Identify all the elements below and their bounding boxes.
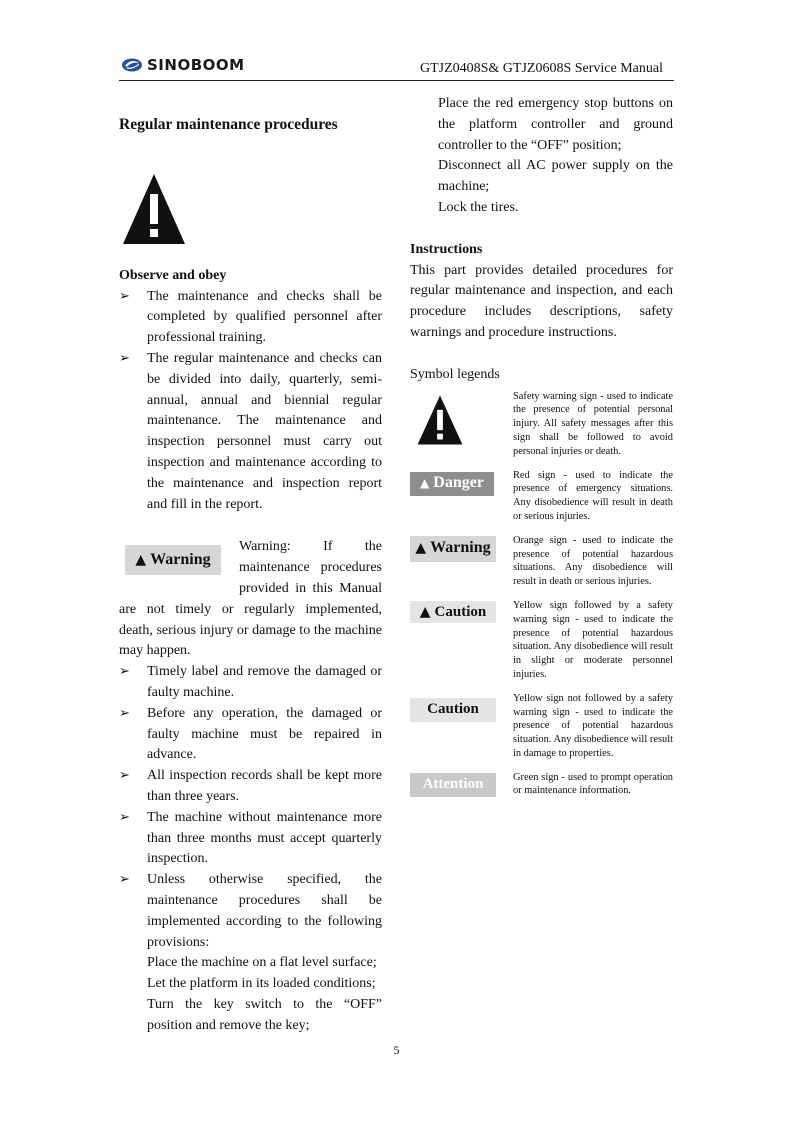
observe-bullet-list: [119, 287, 382, 516]
arrow-bullet-icon: ➢: [119, 809, 130, 825]
instructions-text: This part provides detailed procedures for regular maintenance and inspection, and each procedure includes descriptions, safety warnings and procedure instructions.: [410, 262, 673, 340]
sinoboom-logo-icon: [121, 57, 143, 73]
provision-line: Disconnect all AC power supply on the machine;: [438, 158, 673, 195]
legend-text: Green sign - used to prompt operation or maintenance information.: [513, 771, 673, 797]
safety-warning-triangle-icon: [416, 394, 464, 446]
legend-text: Yellow sign followed by a safety warning sign - used to indicate the presence of potential hazardous situation. Any disobedience will result in slight or moderate personnel injuries.: [513, 599, 673, 680]
legend-safety-warning: [410, 390, 673, 459]
attention-sign: Attention: [410, 773, 496, 797]
arrow-bullet-icon: ➢: [119, 872, 130, 888]
legend-danger: [410, 469, 673, 524]
document-title: GTJZ0408S& GTJZ0608S Service Manual: [419, 61, 663, 76]
warning-sign: ▲ Warning: [125, 545, 221, 575]
list-item: ➢ The machine without maintenance more than three months must accept quarterly inspection.: [119, 809, 382, 867]
caution-sign-plain: Caution: [410, 698, 496, 722]
caution-sign: ▲ Caution: [410, 601, 496, 623]
instructions-heading: Instructions: [410, 241, 483, 257]
arrow-bullet-icon: ➢: [119, 768, 130, 784]
legend-text: Orange sign - used to indicate the presence of potential hazardous situations. Any disobedience will result in death or serious injuries.: [513, 534, 673, 588]
provision-line: Let the platform in its loaded conditions;: [147, 976, 376, 992]
warning-triangle-icon: ▲: [135, 551, 147, 568]
warning-triangle-icon: ▲: [420, 476, 430, 491]
warning-triangle-icon: ▲: [419, 603, 431, 620]
list-item: ➢ Unless otherwise specified, the maintenance procedures shall be implemented according to the following provisions:: [119, 872, 382, 950]
left-column: [119, 94, 382, 1036]
arrow-bullet-icon: ➢: [119, 705, 130, 721]
provision-line: Place the machine on a flat level surface;: [147, 955, 377, 971]
arrow-bullet-icon: ➢: [119, 288, 130, 304]
legend-caution-with-symbol: [410, 599, 673, 682]
page-number: 5: [393, 1043, 400, 1057]
provision-line: Lock the tires.: [438, 199, 519, 215]
brand-logo: [121, 55, 245, 75]
list-item: ➢ The regular maintenance and checks can be divided into daily, quarterly, semi-annual, annual and biennial regular maintenance. The maintenance and inspection personnel must carry out inspection and maintenance according to the maintenance and inspection report and fill in the report.: [119, 350, 382, 512]
right-column: [410, 94, 673, 808]
legend-text: Red sign - used to indicate the presence of emergency situations. Any disobedience will result in death or serious injuries.: [513, 469, 673, 522]
list-item: ➢ Before any operation, the damaged or faulty machine must be repaired in advance.: [119, 705, 382, 763]
provisions-list: [119, 953, 382, 1036]
warning-sign: ▲ Warning: [410, 536, 496, 562]
legend-attention: [410, 771, 673, 799]
safety-warning-triangle-icon: [121, 172, 187, 246]
list-item: ➢ Timely label and remove the damaged or faulty machine.: [119, 664, 382, 700]
header-divider: [119, 80, 674, 81]
observe-heading: Observe and obey: [119, 267, 227, 283]
legend-text: Yellow sign not followed by a safety warning sign - used to indicate the presence of potential hazardous situation. Any disobedience will result in damage to properties.: [513, 692, 673, 759]
list-item: ➢ All inspection records shall be kept more than three years.: [119, 768, 382, 804]
provisions-continued: [410, 94, 673, 219]
provision-line: Place the red emergency stop buttons on the platform controller and ground controller to the “OFF” position;: [438, 96, 673, 153]
arrow-bullet-icon: ➢: [119, 664, 130, 680]
warning-triangle-icon: ▲: [415, 540, 427, 557]
list-item: ➢ The maintenance and checks shall be completed by qualified personnel after professional training.: [119, 288, 382, 346]
provision-line: Turn the key switch to the “OFF” position and remove the key;: [147, 996, 382, 1033]
arrow-bullet-icon: ➢: [119, 350, 130, 366]
legend-warning: [410, 534, 673, 589]
legend-text: Safety warning sign - used to indicate the presence of potential personal injury. All safety messages after this sign shall be followed to avoid personal injuries or death.: [513, 390, 673, 457]
warning-text: Warning: If the maintenance procedures provided in this Manual are not timely or regularly implemented, death, serious injury or damage to the machine may happen.: [119, 539, 382, 659]
maintenance-bullet-list: [119, 662, 382, 953]
brand-name: SINOBOOM: [147, 56, 245, 74]
symbol-legends-heading: Symbol legends: [410, 366, 500, 382]
danger-sign: ▲ Danger: [410, 472, 494, 496]
warning-block: [119, 537, 382, 662]
legend-caution-plain: [410, 692, 673, 761]
section-heading: Regular maintenance procedures: [119, 116, 338, 133]
